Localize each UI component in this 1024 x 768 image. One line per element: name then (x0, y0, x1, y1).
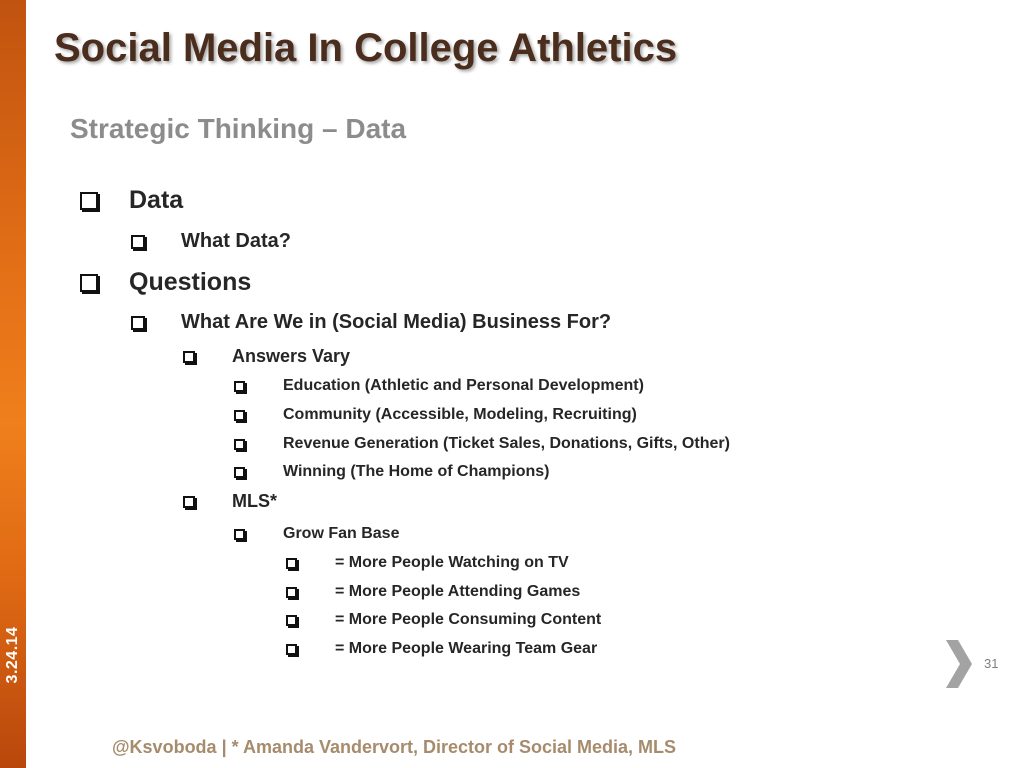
checkbox-square-icon (80, 274, 98, 292)
checkbox-square-icon (286, 587, 297, 598)
slide-date: 3.24.14 (4, 626, 21, 684)
bullet-text: Questions (129, 268, 252, 296)
bullet-item (234, 377, 644, 395)
bullet-item (183, 491, 277, 512)
bullet-item (234, 463, 550, 481)
bullet-text: = More People Consuming Content (335, 611, 602, 628)
bullet-item (286, 611, 601, 629)
page-number: 31 (984, 656, 999, 671)
bullet-item (131, 311, 611, 334)
bullet-text: Winning (The Home of Champions) (283, 463, 550, 480)
bullet-text: Data (129, 186, 184, 214)
bullet-item (234, 525, 399, 543)
checkbox-square-icon (234, 381, 245, 392)
checkbox-square-icon (80, 192, 98, 210)
checkbox-square-icon (286, 644, 297, 655)
slide-footer: @Ksvoboda | * Amanda Vandervort, Director of Social Media, MLS (112, 737, 677, 757)
checkbox-square-icon (183, 351, 195, 363)
bullet-text: = More People Attending Games (335, 583, 581, 600)
bullet-item (131, 230, 291, 253)
checkbox-square-icon (234, 467, 245, 478)
bullet-item (286, 583, 580, 601)
checkbox-square-icon (131, 235, 145, 249)
side-accent-bar (0, 0, 26, 768)
bullet-text: Grow Fan Base (283, 525, 400, 542)
checkbox-square-icon (131, 316, 145, 330)
checkbox-square-icon (234, 439, 245, 450)
bullet-item (183, 346, 350, 367)
bullet-item (80, 268, 251, 297)
checkbox-square-icon (234, 410, 245, 421)
bullet-text: Education (Athletic and Personal Development) (283, 377, 644, 394)
slide-subtitle: Strategic Thinking – Data (70, 113, 407, 144)
bullet-text: Community (Accessible, Modeling, Recruiting) (283, 406, 637, 423)
bullet-text: Revenue Generation (Ticket Sales, Donations, Gifts, Other) (283, 435, 730, 452)
bullet-item (286, 554, 569, 572)
bullet-text: = More People Wearing Team Gear (335, 640, 598, 657)
bullet-item (234, 435, 730, 453)
bullet-text: MLS* (232, 491, 277, 511)
bullet-item (286, 640, 597, 658)
checkbox-square-icon (234, 529, 245, 540)
bullet-item (80, 186, 183, 215)
bullet-text: = More People Watching on TV (335, 554, 569, 571)
bullet-item (234, 406, 637, 424)
bullet-text: What Data? (181, 230, 291, 252)
bullet-text: Answers Vary (232, 346, 351, 366)
checkbox-square-icon (286, 615, 297, 626)
checkbox-square-icon (183, 496, 195, 508)
slide-title: Social Media In College Athletics (54, 26, 678, 70)
checkbox-square-icon (286, 558, 297, 569)
chevron-right-icon[interactable] (944, 638, 974, 690)
bullet-text: What Are We in (Social Media) Business For? (181, 311, 612, 333)
